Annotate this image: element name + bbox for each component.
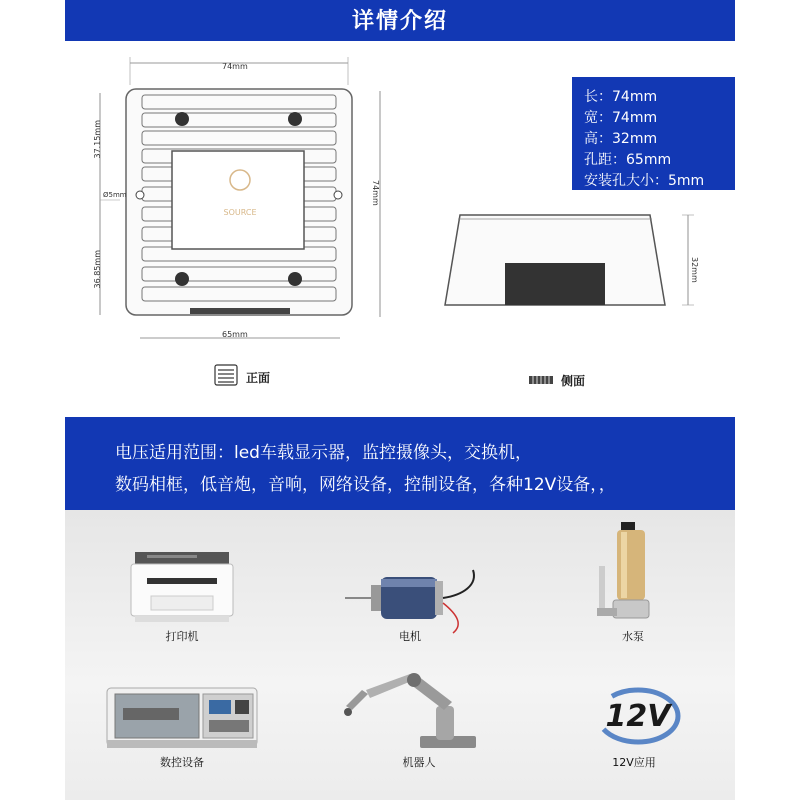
app-label-printer: 打印机: [165, 630, 199, 643]
voltage-range-banner: [65, 417, 735, 510]
voltage-range-line-1: 电压适用范围：led车载显示器，监控摄像头，交换机，: [115, 443, 532, 463]
page-title: 详情介绍: [65, 0, 735, 41]
dim-bottom-spacing: 65mm: [222, 330, 248, 339]
printer-icon: [127, 550, 237, 625]
app-label-motor: 电机: [399, 630, 421, 643]
spec-box: [572, 77, 735, 190]
dim-left-lower: 36.85mm: [93, 250, 102, 289]
logo-text: SOURCE: [223, 208, 257, 217]
12v-logo-text: 12V: [605, 699, 671, 734]
voltage-range-line-2: 数码相框，低音炮，音响，网络设备，控制设备，各种12V设备，，: [115, 475, 616, 495]
app-label-water-pump: 水泵: [622, 630, 644, 643]
side-view-drawing: [440, 205, 710, 325]
spec-height: 高：32mm: [584, 131, 658, 147]
robot-arm-icon: [340, 670, 480, 750]
spec-width: 宽：74mm: [584, 110, 658, 126]
cnc-machine-icon: [105, 680, 265, 750]
side-view-label: 侧面: [561, 374, 586, 388]
spec-length: 长：74mm: [584, 89, 658, 105]
dim-top-width: 74mm: [222, 62, 248, 71]
water-pump-icon: [593, 520, 653, 625]
spec-hole-size: 安装孔大小：5mm: [584, 173, 705, 189]
spec-hole-distance: 孔距：65mm: [584, 152, 672, 168]
front-view-drawing: [90, 55, 390, 355]
app-label-cnc: 数控设备: [160, 756, 204, 769]
app-label-12v: 12V应用: [612, 756, 656, 769]
app-label-robot: 机器人: [402, 756, 436, 769]
applications-panel: [65, 510, 735, 800]
motor-icon: [343, 565, 483, 635]
dim-hole: Ø5mm: [103, 191, 127, 199]
front-view-icon: [214, 364, 238, 386]
12v-logo-icon: [593, 680, 683, 750]
dim-side-height: 32mm: [690, 257, 699, 283]
dim-right-height: 74mm: [371, 180, 380, 206]
dim-left-upper: 37.15mm: [93, 120, 102, 159]
front-view-label: 正面: [246, 371, 271, 385]
side-view-icon: [529, 376, 553, 384]
